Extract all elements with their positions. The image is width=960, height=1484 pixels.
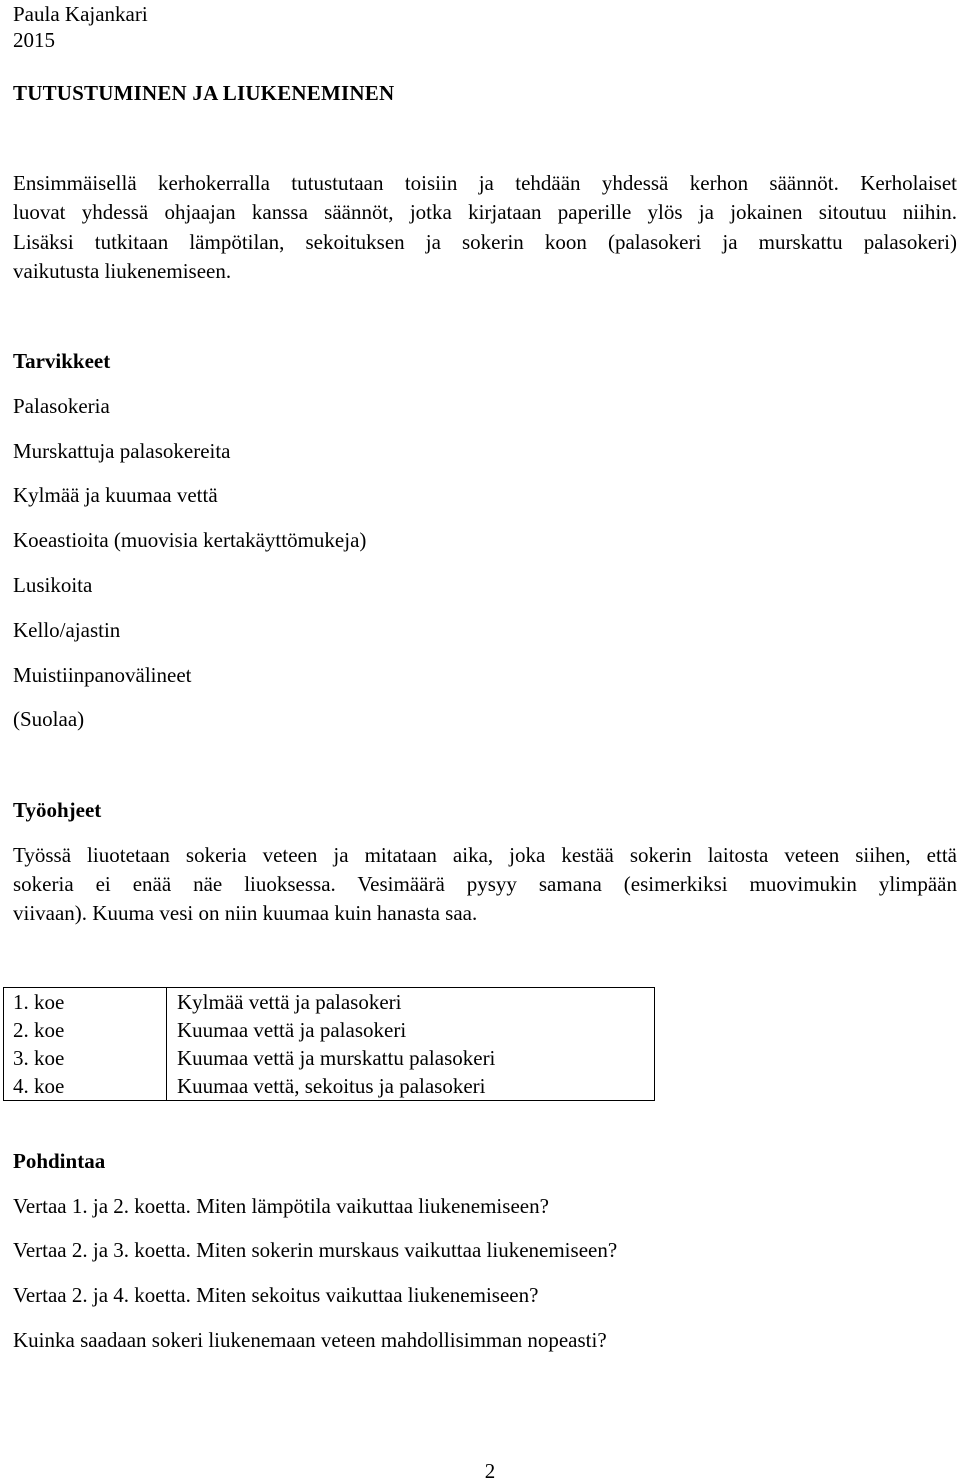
experiment-description: Kuumaa vettä, sekoitus ja palasokeri (167, 1072, 655, 1101)
experiment-label: 2. koe (4, 1016, 167, 1044)
supply-item: Lusikoita (13, 573, 93, 597)
supply-item: Kylmää ja kuumaa vettä (13, 483, 218, 507)
intro-line-3: Lisäksi tutkitaan lämpötilan, sekoituksen ja sokerin koon (palasokeri ja murskattu palasokeri) (13, 230, 957, 254)
instructions-line-1: Työssä liuotetaan sokeria veteen ja mitataan aika, joka kestää sokerin laitosta veteen siihen, että (13, 843, 957, 867)
table-row (4, 1072, 655, 1101)
table-row (4, 988, 655, 1017)
experiment-description: Kuumaa vettä ja murskattu palasokeri (167, 1044, 655, 1072)
supply-item: Palasokeria (13, 394, 110, 418)
discussion-heading: Pohdintaa (13, 1149, 106, 1173)
discussion-question: Vertaa 2. ja 4. koetta. Miten sekoitus vaikuttaa liukenemiseen? (13, 1283, 539, 1307)
experiment-label: 1. koe (4, 988, 167, 1017)
instructions-heading: Työohjeet (13, 798, 102, 822)
supply-item: Murskattuja palasokereita (13, 439, 231, 463)
instructions-line-2: sokeria ei enää näe liuoksessa. Vesimäärä pysyy samana (esimerkiksi muovimukin ylimpään (13, 872, 957, 896)
discussion-question: Kuinka saadaan sokeri liukenemaan veteen mahdollisimman nopeasti? (13, 1328, 607, 1352)
experiment-description: Kylmää vettä ja palasokeri (167, 988, 655, 1017)
table-row (4, 1016, 655, 1044)
supply-item: Kello/ajastin (13, 618, 121, 642)
experiment-description: Kuumaa vettä ja palasokeri (167, 1016, 655, 1044)
instructions-line-3: viivaan). Kuuma vesi on niin kuumaa kuin hanasta saa. (13, 901, 478, 925)
table-row (4, 1044, 655, 1072)
document-year: 2015 (13, 28, 55, 52)
experiment-label: 3. koe (4, 1044, 167, 1072)
experiments-table (3, 987, 655, 1101)
intro-line-1: Ensimmäisellä kerhokerralla tutustutaan toisiin ja tehdään yhdessä kerhon säännöt. Kerholaiset (13, 171, 957, 195)
supply-item: (Suolaa) (13, 707, 85, 731)
discussion-question: Vertaa 1. ja 2. koetta. Miten lämpötila vaikuttaa liukenemiseen? (13, 1194, 549, 1218)
intro-line-2: luovat yhdessä ohjaajan kanssa säännöt, jotka kirjataan paperille ylös ja jokainen sitoutuu niihin. (13, 200, 957, 224)
experiment-label: 4. koe (4, 1072, 167, 1101)
document-title: TUTUSTUMINEN JA LIUKENEMINEN (13, 81, 395, 105)
supply-item: Koeastioita (muovisia kertakäyttömukeja) (13, 528, 367, 552)
supply-item: Muistiinpanovälineet (13, 663, 192, 687)
discussion-question: Vertaa 2. ja 3. koetta. Miten sokerin murskaus vaikuttaa liukenemiseen? (13, 1238, 618, 1262)
supplies-heading: Tarvikkeet (13, 349, 111, 373)
page-number: 2 (484, 1459, 496, 1483)
author-name: Paula Kajankari (13, 2, 148, 26)
intro-line-4: vaikutusta liukenemiseen. (13, 259, 232, 283)
